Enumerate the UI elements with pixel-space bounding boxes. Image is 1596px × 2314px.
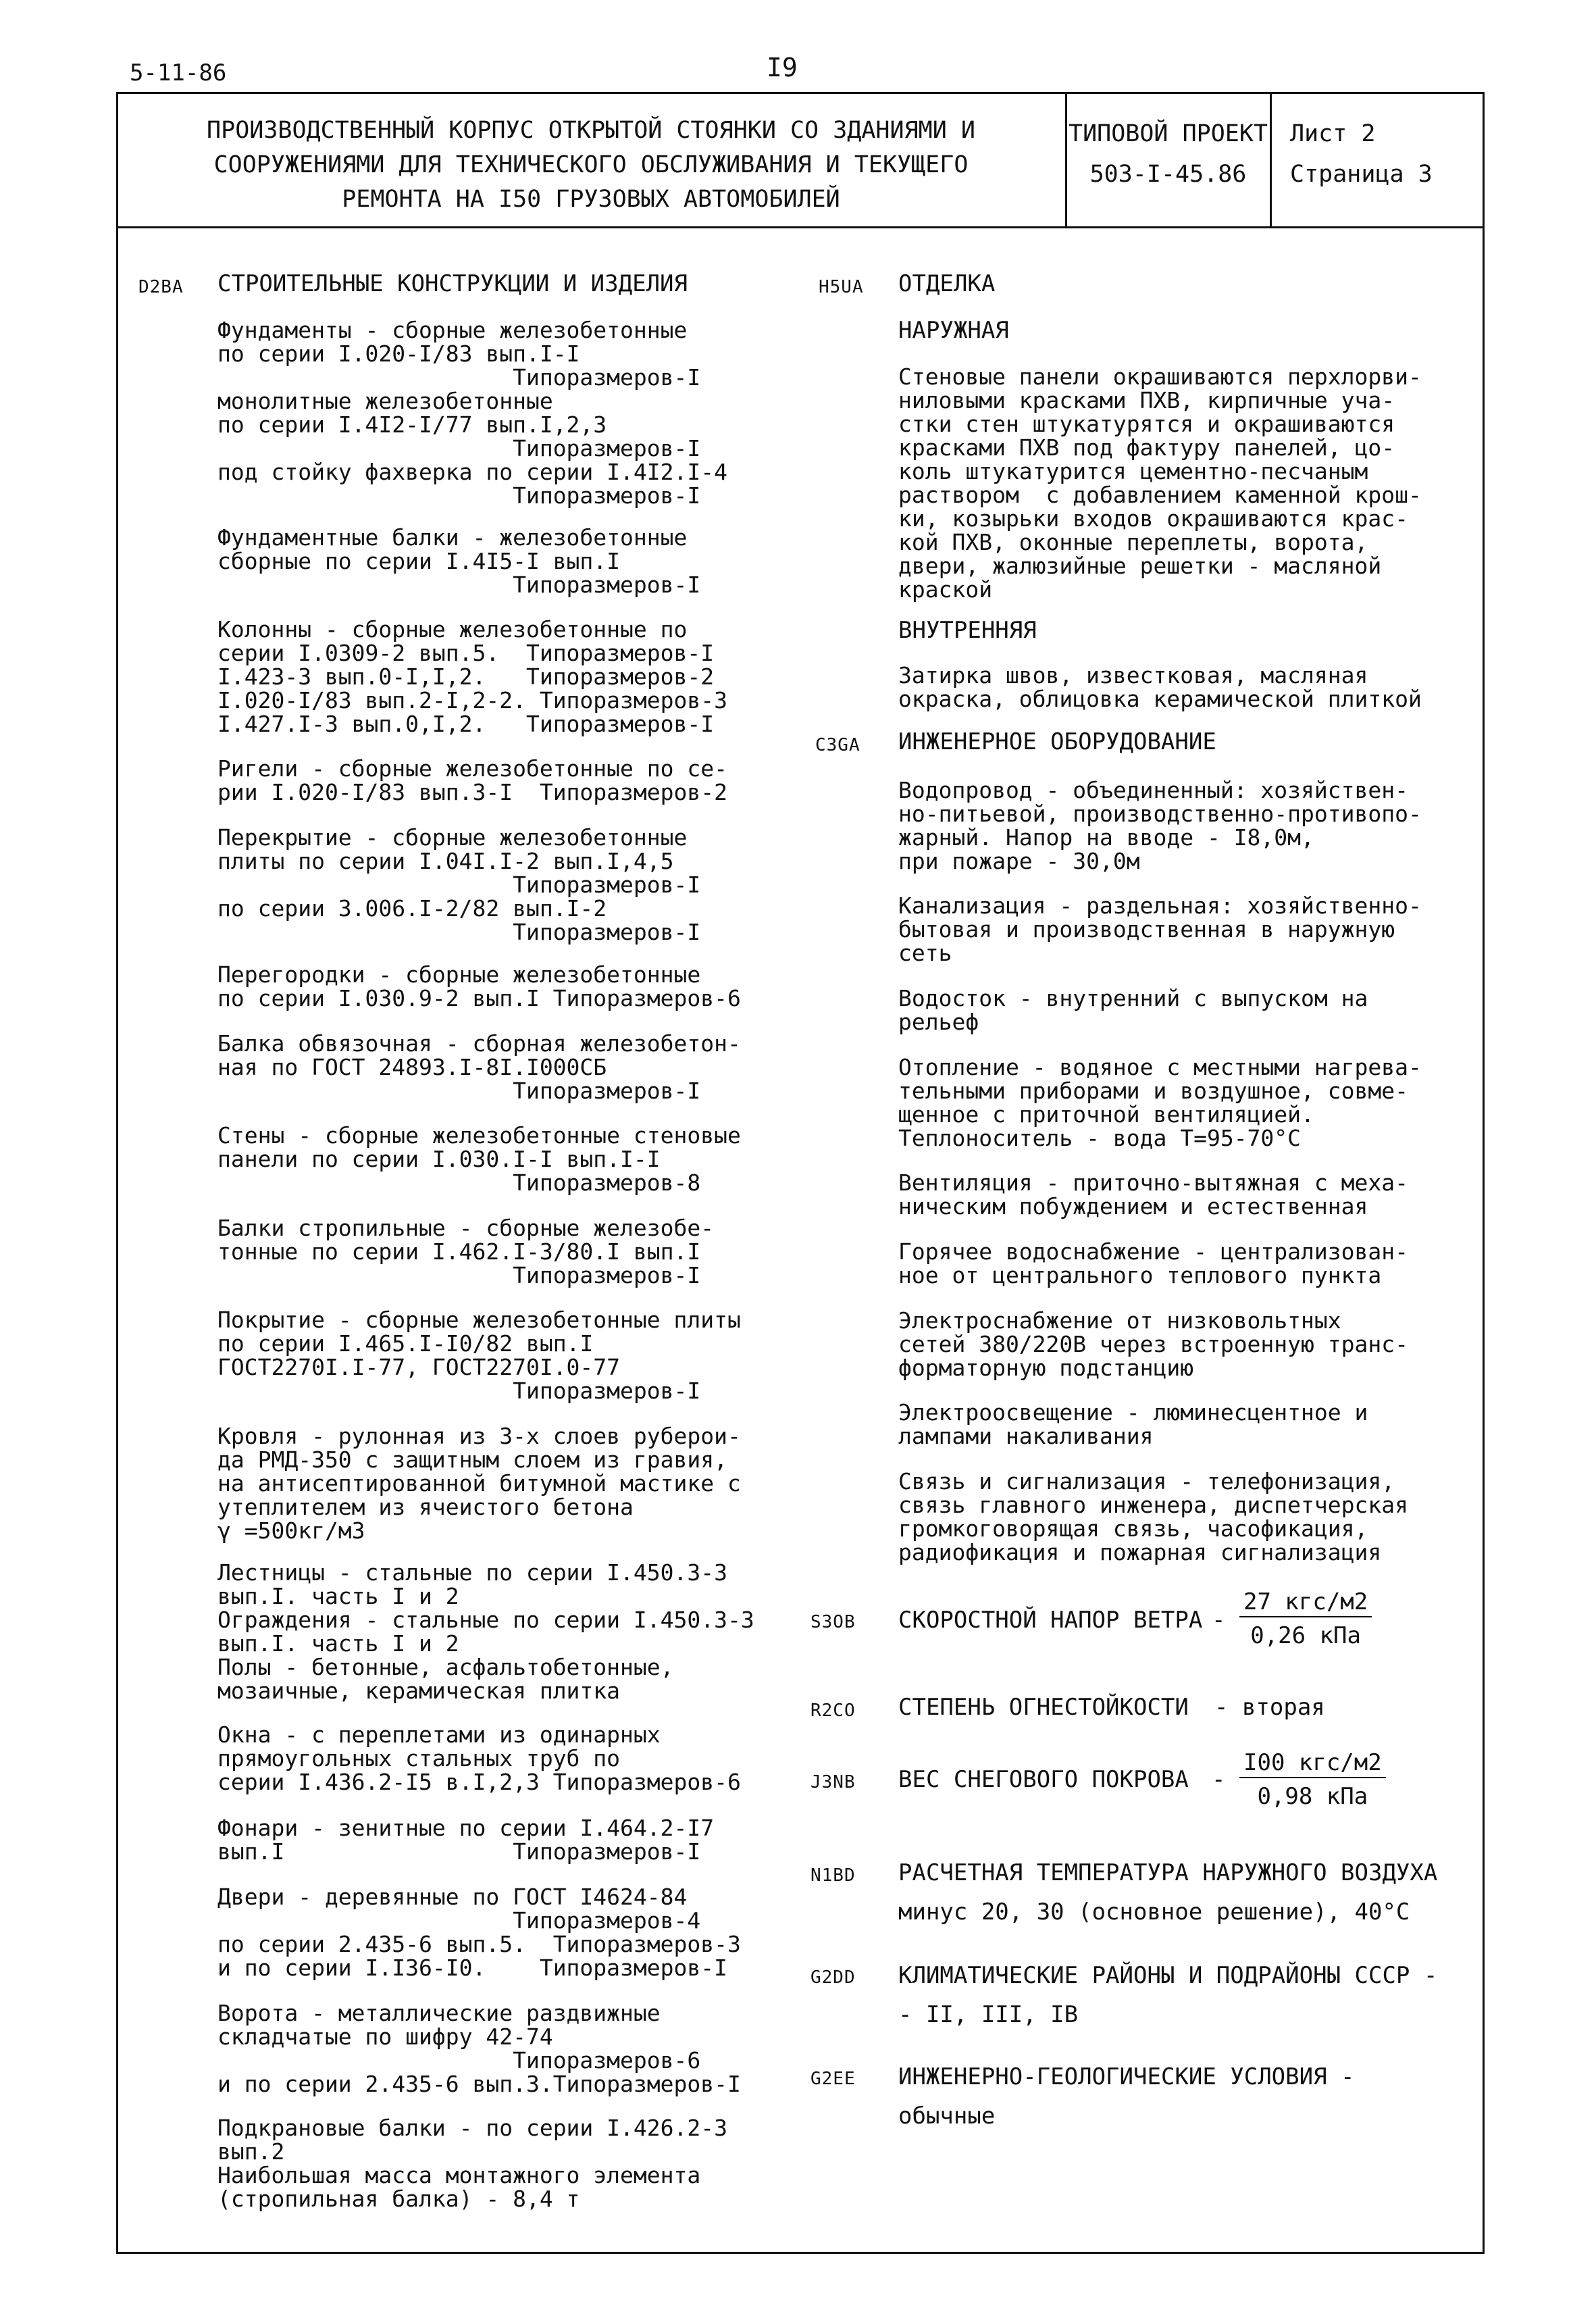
- finish-inner-text: Затирка швов, известковая, масляная окраска, облицовка керамической плиткой: [898, 662, 1422, 712]
- structure-item-tie-beam: Балка обвязочная - сборная железобетон- ная по ГОСТ 24893.I-8I.I000СБ Типоразмеров-I: [217, 1030, 741, 1104]
- climate-regions-value: - II, III, IВ: [898, 2001, 1079, 2028]
- engineering-item-ventilation: Вентиляция - приточно-вытяжная с меха- ническим побуждением и естественная: [898, 1169, 1408, 1219]
- climate-regions-label: КЛИМАТИЧЕСКИЕ РАЙОНЫ И ПОДРАЙОНЫ СССР -: [898, 1962, 1438, 1989]
- engineering-item-heating: Отопление - водяное с местными нагрева- тельными приборами и воздушное, совме- щенное с приточной вентиляцией. Теплоноситель - вода Т=95-70°С: [898, 1054, 1422, 1151]
- document-title: [145, 114, 1037, 217]
- structure-item-floors: Перекрытие - сборные железобетонные плиты по серии I.04I.I-2 вып.I,4,5 Типоразмеров-I по серии 3.006.I-2/82 вып.I-2 Типоразмеров-I: [217, 824, 701, 945]
- snow-load-label: ВЕС СНЕГОВОГО ПОКРОВА: [898, 1766, 1189, 1793]
- section-code: G2EE: [810, 2069, 856, 2089]
- wind-pressure-label: СКОРОСТНОЙ НАПОР ВЕТРА: [898, 1607, 1203, 1634]
- engineering-item-drainage: Водосток - внутренний с выпуском на рельеф: [898, 985, 1368, 1035]
- project-label: ТИПОВОЙ ПРОЕКТ: [1069, 120, 1268, 147]
- snow-load-kgf: I00 кгс/м2: [1239, 1751, 1386, 1778]
- wind-pressure-kpa: 0,26 кПа: [1250, 1622, 1361, 1649]
- structure-item-gates: Ворота - металлические раздвижные складчатые по шифру 42-74 Типоразмеров-6 и по серии 2.435-6 вып.3.Типоразмеров-I: [217, 2000, 741, 2097]
- project-box: [1069, 114, 1268, 195]
- engineering-item-hot-water: Горячее водоснабжение - централизован- ное от центрального теплового пункта: [898, 1238, 1408, 1288]
- structure-item-skylights: Фонари - зенитные по серии I.464.2-I7 вып.I Типоразмеров-I: [217, 1815, 715, 1865]
- snow-load-value: [1239, 1751, 1386, 1808]
- snow-load-kpa: 0,98 кПа: [1257, 1783, 1368, 1810]
- fire-resistance-value: - вторая: [1214, 1694, 1325, 1721]
- header-divider-1: [1065, 92, 1067, 227]
- engineering-item-sewerage: Канализация - раздельная: хозяйственно- бытовая и производственная в наружную сеть: [898, 892, 1422, 966]
- structure-item-doors: Двери - деревянные по ГОСТ I4624-84 Типоразмеров-4 по серии 2.435-6 вып.5. Типоразмеров-3 и по серии I.I36-I0. Типоразмеров-I: [217, 1884, 741, 1981]
- outdoor-temp-value: минус 20, 30 (основное решение), 40°С: [898, 1898, 1410, 1926]
- structure-item-stairs-floors: Лестницы - стальные по серии I.450.3-3 вып.I. часть I и 2 Ограждения - стальные по серии I.450.3-3 вып.I. часть I и 2 Полы - бетонные, асфальтобетонные, мозаичные, керамическая плитка: [217, 1559, 754, 1704]
- wind-pressure-kgf: 27 кгс/м2: [1239, 1590, 1372, 1617]
- finish-outer-text: Стеновые панели окрашиваются перхлорви- ниловыми красками ПХВ, кирпичные уча- стки стен штукатурятся и окрашиваются красками ПХВ под фактуру панелей, цо- коль штукатурится цементно-песчаным раствором с добавлением каменной крош- ки, козырьки входов окрашиваются крас- кой ПХВ, оконные переплеты, ворота, двери, жалюзийные решетки - масляной краской: [898, 363, 1422, 603]
- fire-resistance-label: СТЕПЕНЬ ОГНЕСТОЙКОСТИ: [898, 1694, 1189, 1721]
- section-heading-structures: СТРОИТЕЛЬНЫЕ КОНСТРУКЦИИ И ИЗДЕЛИЯ: [217, 270, 688, 297]
- section-code: G2DD: [810, 1967, 856, 1988]
- page-number: I9: [767, 53, 798, 82]
- wind-pressure-value: [1239, 1590, 1372, 1647]
- section-heading-finish: ОТДЕЛКА: [898, 270, 996, 297]
- engineering-item-power: Электроснабжение от низковольтных сетей 380/220В через встроенную транс- форматорную подстанцию: [898, 1307, 1408, 1381]
- wind-pressure-dash: -: [1212, 1607, 1226, 1634]
- structure-item-windows: Окна - с переплетами из одинарных прямоугольных стальных труб по серии I.436.2-I5 в.I,2,3 Типоразмеров-6: [217, 1721, 741, 1795]
- sheet-number: Лист 2: [1290, 120, 1376, 147]
- engineering-item-lighting: Электроосвещение - люминесцентное и лампами накаливания: [898, 1399, 1368, 1449]
- structure-item-rafter-beams: Балки стропильные - сборные железобе- тонные по серии I.462.I-3/80.I вып.I Типоразмеров-I: [217, 1215, 715, 1288]
- section-code: C3GA: [815, 735, 860, 755]
- header-bottom-rule: [116, 226, 1485, 228]
- structure-item-crane-beams: Подкрановые балки - по серии I.426.2-3 вып.2 Наибольшая масса монтажного элемента (стропильная балка) - 8,4 т: [217, 2115, 727, 2212]
- outdoor-temp-label: РАСЧЕТНАЯ ТЕМПЕРАТУРА НАРУЖНОГО ВОЗДУХА: [898, 1859, 1438, 1886]
- snow-load-dash: -: [1212, 1766, 1226, 1793]
- document-date-code: 5-11-86: [130, 59, 227, 86]
- project-number: 503-I-45.86: [1089, 161, 1247, 188]
- title-line-1: ПРОИЗВОДСТВЕННЫЙ КОРПУС ОТКРЫТОЙ СТОЯНКИ СО ЗДАНИЯМИ И: [207, 117, 975, 144]
- sheet-box: [1290, 114, 1433, 195]
- structure-item-girders: Ригели - сборные железобетонные по се- рии I.020-I/83 вып.3-I Типоразмеров-2: [217, 755, 727, 805]
- structure-item-partitions: Перегородки - сборные железобетонные по серии I.030.9-2 вып.I Типоразмеров-6: [217, 961, 741, 1011]
- section-code: S3OB: [810, 1612, 856, 1632]
- title-line-2: СООРУЖЕНИЯМИ ДЛЯ ТЕХНИЧЕСКОГО ОБСЛУЖИВАНИЯ И ТЕКУЩЕГО: [213, 151, 969, 178]
- structure-item-roof-slabs: Покрытие - сборные железобетонные плиты по серии I.465.I-I0/82 вып.I ГОСТ2270I.I-77, ГОСТ2270I.0-77 Типоразмеров-I: [217, 1307, 741, 1404]
- structure-item-foundations: Фундаменты - сборные железобетонные по серии I.020-I/83 вып.I-I Типоразмеров-I монолитные железобетонные по серии I.4I2-I/77 вып.I,2,3 Типоразмеров-I под стойку фахверка по серии I.4I2.I-4 Типоразмеров-I: [217, 317, 727, 509]
- section-code: N1BD: [810, 1865, 856, 1886]
- structure-item-walls: Стены - сборные железобетонные стеновые панели по серии I.030.I-I вып.I-I Типоразмеров-8: [217, 1122, 741, 1196]
- engineering-item-water: Водопровод - объединенный: хозяйствен- но-питьевой, производственно-противопо- жарный. Напор на вводе - I8,0м, при пожаре - 30,0м: [898, 777, 1422, 874]
- subheading-inner: ВНУТРЕННЯЯ: [898, 617, 1037, 644]
- structure-item-foundation-beams: Фундаментные балки - железобетонные сборные по серии I.4I5-I вып.I Типоразмеров-I: [217, 524, 701, 598]
- geology-label: ИНЖЕНЕРНО-ГЕОЛОГИЧЕСКИЕ УСЛОВИЯ -: [898, 2063, 1355, 2090]
- section-code: R2CO: [810, 1701, 856, 1721]
- page-label: Страница 3: [1290, 161, 1433, 188]
- engineering-item-communication: Связь и сигнализация - телефонизация, связь главного инженера, диспетчерская громкоговорящая связь, часофикация, радиофикация и пожарная сигнализация: [898, 1468, 1408, 1565]
- structure-item-roofing: Кровля - рулонная из 3-х слоев руберои- да РМД-350 с защитным слоем из гравия, на антисептированной битумной мастике с утеплителем из ячеистого бетона γ =500кг/м3: [217, 1423, 741, 1544]
- section-code: D2BA: [138, 277, 184, 297]
- section-heading-engineering: ИНЖЕНЕРНОЕ ОБОРУДОВАНИЕ: [898, 728, 1216, 755]
- header-divider-2: [1270, 92, 1272, 227]
- structure-item-columns: Колонны - сборные железобетонные по серии I.0309-2 вып.5. Типоразмеров-I I.423-3 вып.0-I,I,2. Типоразмеров-2 I.020-I/83 вып.2-I,2-2. Типоразмеров-3 I.427.I-3 вып.0,I,2. Типоразмеров-I: [217, 616, 727, 737]
- geology-value: обычные: [898, 2103, 996, 2130]
- section-code: H5UA: [819, 277, 864, 297]
- subheading-outer: НАРУЖНАЯ: [898, 317, 1009, 344]
- section-code: J3NB: [810, 1772, 856, 1792]
- title-line-3: РЕМОНТА НА I50 ГРУЗОВЫХ АВТОМОБИЛЕЙ: [342, 186, 840, 213]
